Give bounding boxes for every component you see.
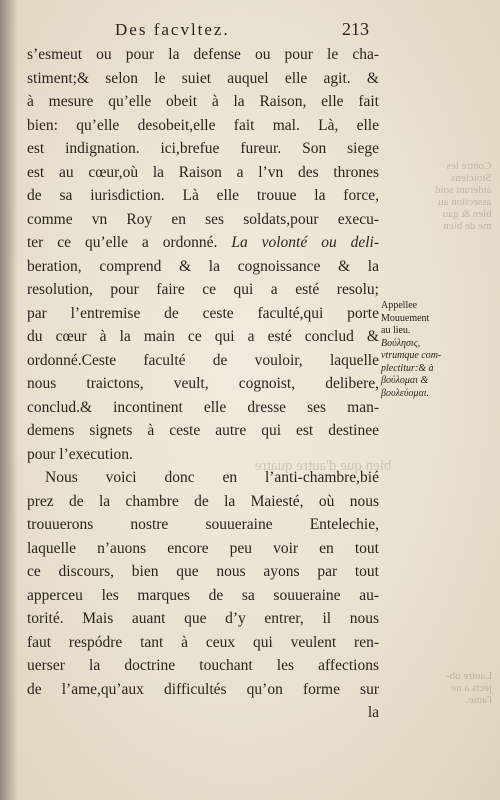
text-line: apperceu les marques de sa souueraine au- bbox=[27, 586, 379, 604]
text-line: torité. Mais auant que d’y entrer, il nous bbox=[27, 610, 379, 627]
italic-phrase: ou deli- bbox=[321, 234, 379, 251]
text-line: du cœur à la main ce qui a esté conclud & bbox=[27, 328, 379, 345]
text-line: pour l’execution. bbox=[27, 445, 133, 463]
text-line: s’esmeut ou pour la defense ou pour le cha- bbox=[27, 46, 379, 63]
page-number: 213 bbox=[342, 19, 369, 39]
text-line: par l’entremise de ceste faculté,qui porte bbox=[27, 304, 379, 322]
text-line: laquelle n’auons encore peu voir en tout bbox=[27, 539, 379, 557]
text-line: conclud.& incontinent elle dresse ses man- bbox=[27, 398, 379, 416]
show-through-body: bien que d'autre quatre bbox=[255, 458, 392, 474]
margin-note-line: βούλομαι & bbox=[381, 375, 429, 386]
margin-note-line: au lieu. bbox=[381, 325, 411, 336]
text-line: ordonné.Ceste faculté de vouloir, laquelle bbox=[27, 351, 379, 369]
margin-note-line: Mouuement bbox=[381, 312, 430, 324]
text-line-with-italic bbox=[27, 231, 379, 255]
text-line: bien: qu’elle desobeit,elle fait mal. Là, elle bbox=[27, 116, 379, 134]
margin-note-line: Appellee bbox=[381, 300, 418, 311]
show-through-margin-top: Contre les Stoïciens aiderant soid assection au bien & gau me de bien bbox=[435, 160, 492, 232]
show-through-margin-bottom: Lautre ob- jects a ne l'ame. bbox=[445, 670, 492, 706]
text-line: est indignation. ici,brefue fureur. Son siege bbox=[27, 140, 379, 157]
text-line: trouuerons nostre souueraine Entelechie, bbox=[27, 516, 379, 533]
text-line: de sa iurisdiction. Là elle trouue la force, bbox=[27, 187, 379, 204]
text-line: prez de la chambre de la Maiesté, où nous bbox=[27, 492, 379, 510]
running-head: Des facvltez. bbox=[115, 20, 230, 39]
text-line: stiment;& selon le suiet auquel elle agit. & bbox=[27, 69, 379, 87]
text-line: resolution, pour faire ce qui a esté resolu; bbox=[27, 281, 379, 298]
margin-note-line: vtrumque com- bbox=[381, 350, 442, 361]
text-line: de l’ame,qu’aux difficultés qu’on forme sur bbox=[27, 680, 379, 698]
margin-note-line: plectitur:& à bbox=[381, 362, 434, 374]
margin-note-line: βουλεύομαι. bbox=[381, 387, 429, 399]
text-line: uerser la doctrine touchant les affections bbox=[27, 657, 379, 674]
binding-gutter-shadow bbox=[0, 0, 18, 800]
text-line: faut respódre tant à ceux qui veulent ren- bbox=[27, 633, 379, 651]
italic-phrase: La volonté bbox=[231, 234, 308, 251]
margin-note bbox=[381, 300, 493, 400]
margin-note-line: Βούλησις, bbox=[381, 337, 421, 349]
text-line: est au cœur,où la Raison a l’vn des thrones bbox=[27, 163, 379, 181]
text-line: nous traictons, veult, cognoist, delibere, bbox=[27, 375, 379, 392]
text-line: demens signets à ceste autre qui est destinee bbox=[27, 422, 379, 439]
text-line: beration, comprend & la cognoissance & la bbox=[27, 257, 379, 275]
paragraph-first-line: Nous voici donc en l’anti-chambre,bié bbox=[45, 469, 379, 486]
body-text bbox=[27, 43, 379, 725]
catchword: la bbox=[367, 704, 379, 721]
text-line-segment: ter ce qu’elle a ordonné. bbox=[27, 234, 218, 251]
text-line: ce discours, bien que nous ayons par tout bbox=[27, 563, 379, 580]
text-line: à mesure qu’elle obeit à la Raison, elle fait bbox=[27, 93, 379, 110]
text-line: comme vn Roy en ses soldats,pour execu- bbox=[27, 210, 379, 228]
